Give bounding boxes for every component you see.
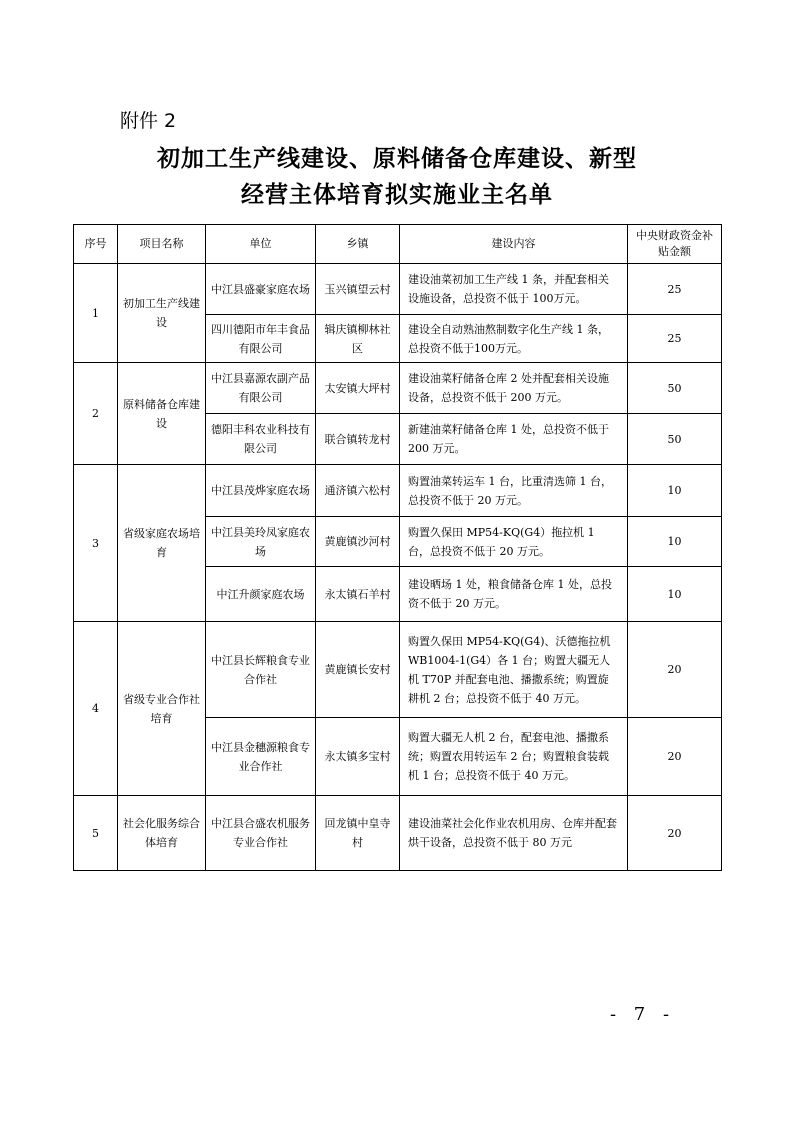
header-content: 建设内容	[400, 225, 628, 264]
header-project: 项目名称	[118, 225, 206, 264]
table-row	[74, 796, 722, 871]
page-number: - 7 -	[610, 1004, 676, 1025]
cell-project: 初加工生产线建设	[118, 264, 206, 363]
cell-no: 4	[74, 622, 118, 796]
cell-content: 新建油菜籽储备仓库 1 处，总投资不低于 200 万元。	[400, 414, 628, 465]
cell-project: 省级专业合作社培育	[118, 622, 206, 796]
cell-content: 购置油菜转运车 1 台，比重清选筛 1 台，总投资不低于 20 万元。	[400, 465, 628, 517]
cell-no: 1	[74, 264, 118, 363]
cell-content: 建设油菜籽储备仓库 2 处并配套相关设施设备，总投资不低于 200 万元。	[400, 363, 628, 414]
cell-content: 购置久保田 MP54-KQ(G4)、沃德拖拉机 WB1004-1(G4）各 1 台；购置大疆无人机 T70P 并配套电池、播撒系统；购置旋耕机 2 台；总投资不低于 40 万元。	[400, 622, 628, 718]
cell-unit: 中江县长辉粮食专业合作社	[206, 622, 316, 718]
cell-town: 黄鹿镇沙河村	[316, 517, 400, 567]
recipient-table	[73, 224, 722, 871]
cell-unit: 中江升颜家庭农场	[206, 567, 316, 622]
cell-amount: 20	[628, 796, 722, 871]
cell-no: 2	[74, 363, 118, 465]
cell-town: 联合镇转龙村	[316, 414, 400, 465]
table-row	[74, 363, 722, 414]
cell-amount: 10	[628, 567, 722, 622]
document-title-line-2: 经营主体培育拟实施业主名单	[241, 181, 553, 208]
cell-town: 辑庆镇柳林社区	[316, 315, 400, 363]
cell-town: 黄鹿镇长安村	[316, 622, 400, 718]
cell-town: 回龙镇中皇寺村	[316, 796, 400, 871]
cell-content: 建设油菜社会化作业农机用房、仓库并配套烘干设备，总投资不低于 80 万元	[400, 796, 628, 871]
cell-unit: 德阳丰科农业科技有限公司	[206, 414, 316, 465]
table-row	[74, 465, 722, 517]
cell-project: 原料储备仓库建设	[118, 363, 206, 465]
cell-amount: 25	[628, 315, 722, 363]
cell-unit: 中江县茂烨家庭农场	[206, 465, 316, 517]
table-header-row	[74, 225, 722, 264]
cell-amount: 10	[628, 517, 722, 567]
cell-amount: 25	[628, 264, 722, 315]
cell-amount: 20	[628, 718, 722, 796]
cell-amount: 50	[628, 363, 722, 414]
cell-no: 3	[74, 465, 118, 622]
cell-town: 太安镇大坪村	[316, 363, 400, 414]
cell-unit: 四川德阳市年丰食品有限公司	[206, 315, 316, 363]
table-row	[74, 622, 722, 718]
cell-town: 永太镇多宝村	[316, 718, 400, 796]
document-title-line-1: 初加工生产线建设、原料储备仓库建设、新型	[157, 145, 637, 172]
cell-project: 省级家庭农场培育	[118, 465, 206, 622]
cell-no: 5	[74, 796, 118, 871]
cell-content: 建设油菜初加工生产线 1 条，并配套相关设施设备，总投资不低于 100万元。	[400, 264, 628, 315]
cell-unit: 中江县嘉源农副产品有限公司	[206, 363, 316, 414]
cell-unit: 中江县金穗源粮食专业合作社	[206, 718, 316, 796]
cell-amount: 10	[628, 465, 722, 517]
cell-content: 购置久保田 MP54-KQ(G4）拖拉机 1 台，总投资不低于 20 万元。	[400, 517, 628, 567]
header-unit: 单位	[206, 225, 316, 264]
cell-content: 建设晒场 1 处，粮食储备仓库 1 处，总投资不低于 20 万元。	[400, 567, 628, 622]
attachment-label: 附件 2	[120, 110, 177, 132]
header-town: 乡镇	[316, 225, 400, 264]
cell-town: 玉兴镇望云村	[316, 264, 400, 315]
cell-unit: 中江县盛豪家庭农场	[206, 264, 316, 315]
cell-content: 建设全自动熟油熬制数字化生产线 1 条，总投资不低于100万元。	[400, 315, 628, 363]
cell-unit: 中江县美玲凤家庭农场	[206, 517, 316, 567]
cell-town: 通济镇六松村	[316, 465, 400, 517]
cell-amount: 20	[628, 622, 722, 718]
cell-town: 永太镇石羊村	[316, 567, 400, 622]
cell-unit: 中江县合盛农机服务专业合作社	[206, 796, 316, 871]
header-amount: 中央财政资金补贴金额	[628, 225, 722, 264]
cell-content: 购置大疆无人机 2 台，配套电池、播撒系统；购置农用转运车 2 台；购置粮食装载机 1 台；总投资不低于 40 万元。	[400, 718, 628, 796]
header-no: 序号	[74, 225, 118, 264]
cell-amount: 50	[628, 414, 722, 465]
cell-project: 社会化服务综合体培育	[118, 796, 206, 871]
table-row	[74, 264, 722, 315]
